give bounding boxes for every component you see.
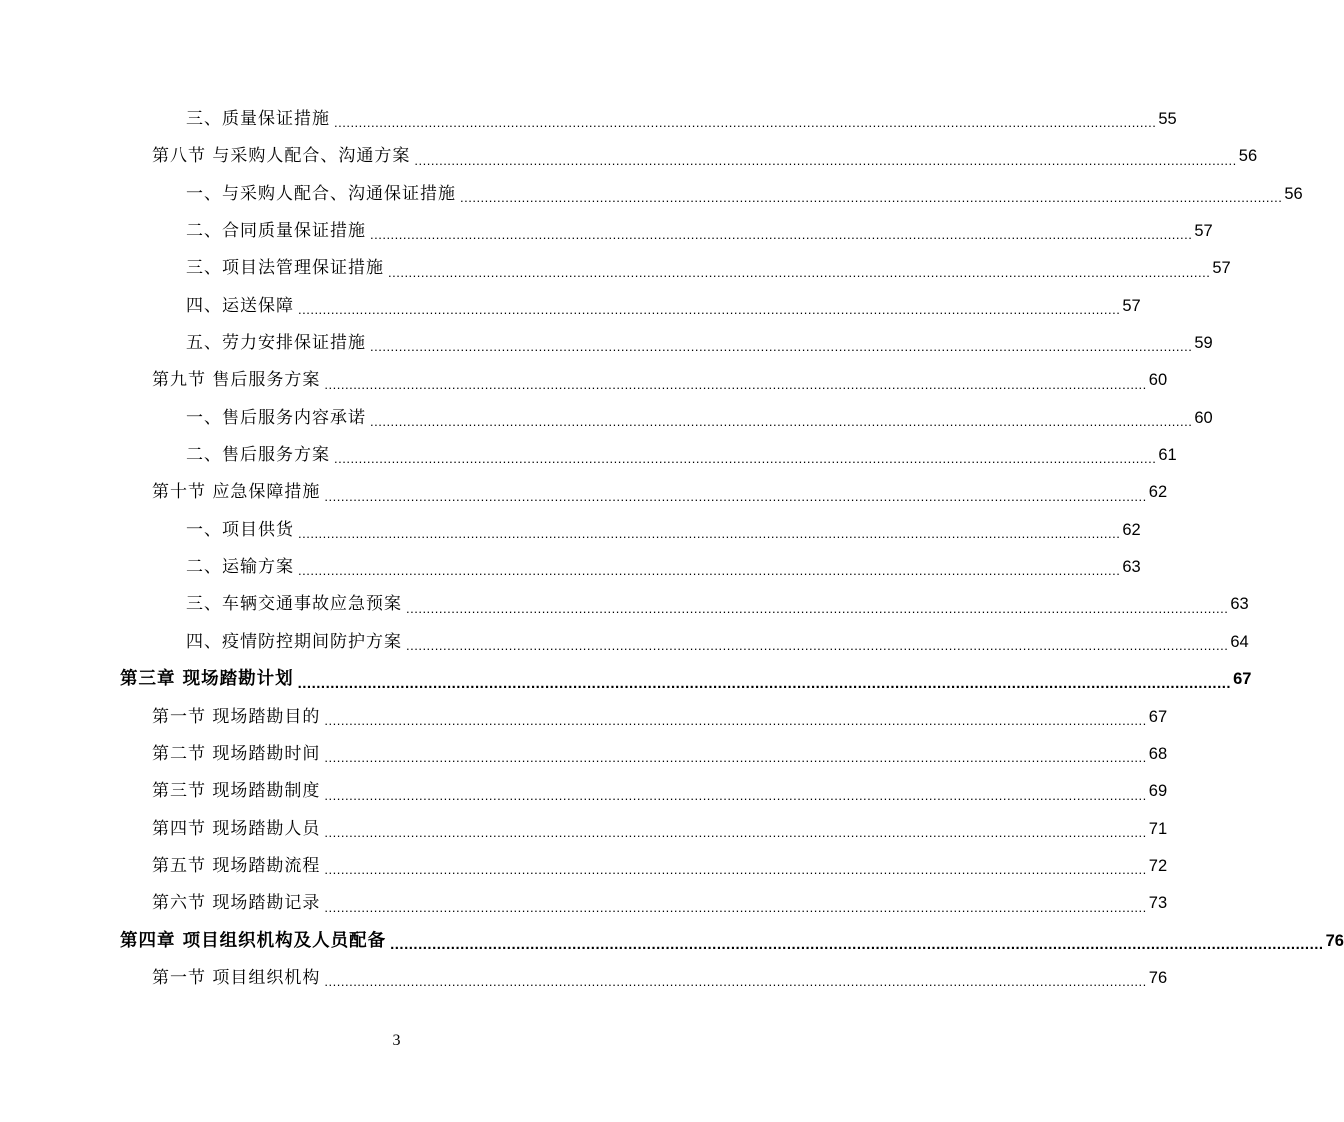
toc-leader-dots: ........................................................................................................................................................................................................ <box>324 974 1147 990</box>
toc-entry-page: 59 <box>1194 334 1213 353</box>
toc-entry[interactable] <box>120 512 1141 549</box>
toc-entry[interactable] <box>120 176 1303 213</box>
toc-entry-page: 60 <box>1148 371 1168 390</box>
toc-entry-label: 第三节 现场踏勘制度 <box>152 781 321 802</box>
toc-entry-label: 二、合同质量保证措施 <box>186 221 366 242</box>
toc-leader-dots: ........................................................................................................................................................................................................ <box>390 935 1324 953</box>
toc-entry[interactable] <box>120 923 1344 960</box>
toc-entry[interactable] <box>120 773 1168 810</box>
toc-entry-label: 第四节 现场踏勘人员 <box>152 818 321 839</box>
toc-entry[interactable] <box>120 549 1141 586</box>
toc-entry-label: 第四章 项目组织机构及人员配备 <box>120 930 387 951</box>
toc-entry-page: 55 <box>1158 110 1177 128</box>
toc-leader-dots: ........................................................................................................................................................................................................ <box>370 227 1193 243</box>
toc-leader-dots: ........................................................................................................................................................................................................ <box>324 750 1147 766</box>
toc-entry[interactable] <box>120 101 1177 138</box>
toc-leader-dots: ........................................................................................................................................................................................................ <box>297 674 1232 692</box>
toc-entry-page: 64 <box>1230 632 1249 651</box>
toc-entry[interactable] <box>120 624 1249 661</box>
toc-entry-label: 第一节 项目组织机构 <box>152 967 321 988</box>
toc-entry-label: 第三章 现场踏勘计划 <box>120 669 294 690</box>
toc-entry-page: 62 <box>1122 520 1141 539</box>
toc-leader-dots: ........................................................................................................................................................................................................ <box>370 414 1193 430</box>
toc-entry[interactable] <box>120 362 1168 399</box>
toc-entry-label: 一、与采购人配合、沟通保证措施 <box>186 183 456 204</box>
toc-entry-label: 二、运输方案 <box>186 557 294 578</box>
toc-entry[interactable] <box>120 586 1249 623</box>
toc-entry-label: 第八节 与采购人配合、沟通方案 <box>152 146 411 167</box>
toc-entry-page: 68 <box>1148 744 1168 763</box>
toc-entry[interactable] <box>120 661 1252 698</box>
toc-entry-label: 第五节 现场踏勘流程 <box>152 855 321 876</box>
toc-leader-dots: ........................................................................................................................................................................................................ <box>324 824 1147 840</box>
toc-entry-label: 三、车辆交通事故应急预案 <box>186 594 402 615</box>
toc-entry-page: 63 <box>1230 595 1249 614</box>
toc-leader-dots: ........................................................................................................................................................................................................ <box>414 152 1237 168</box>
page-number: 3 <box>392 1032 401 1049</box>
toc-leader-dots: ........................................................................................................................................................................................................ <box>298 526 1121 542</box>
toc-entry[interactable] <box>120 885 1168 922</box>
toc-entry-page: 57 <box>1194 222 1213 241</box>
toc-entry-page: 56 <box>1284 184 1303 203</box>
toc-entry-label: 第六节 现场踏勘记录 <box>152 893 321 914</box>
toc-entry[interactable] <box>120 699 1168 736</box>
toc-entry-label: 二、售后服务方案 <box>186 445 330 466</box>
toc-leader-dots: ........................................................................................................................................................................................................ <box>298 563 1121 579</box>
toc-entry-page: 69 <box>1148 782 1168 801</box>
toc-entry-page: 76 <box>1325 931 1344 950</box>
toc-entry-page: 76 <box>1148 968 1168 987</box>
toc-entry-label: 五、劳力安排保证措施 <box>186 333 366 354</box>
toc-entry[interactable] <box>120 960 1168 997</box>
table-of-contents <box>120 101 1344 997</box>
toc-entry[interactable] <box>120 138 1258 175</box>
toc-leader-dots: ........................................................................................................................................................................................................ <box>324 862 1147 878</box>
toc-entry[interactable] <box>120 213 1213 250</box>
toc-entry[interactable] <box>120 736 1168 773</box>
toc-entry-page: 62 <box>1148 483 1168 502</box>
toc-leader-dots: ........................................................................................................................................................................................................ <box>324 488 1147 504</box>
toc-entry-label: 三、项目法管理保证措施 <box>186 258 384 279</box>
toc-entry[interactable] <box>120 474 1168 511</box>
toc-entry[interactable] <box>120 437 1177 474</box>
toc-leader-dots: ........................................................................................................................................................................................................ <box>406 600 1229 616</box>
toc-leader-dots: ........................................................................................................................................................................................................ <box>334 115 1157 131</box>
toc-entry-page: 72 <box>1148 856 1168 875</box>
toc-entry-label: 一、售后服务内容承诺 <box>186 407 366 428</box>
toc-entry[interactable] <box>120 811 1168 848</box>
toc-entry-page: 73 <box>1148 894 1168 913</box>
toc-leader-dots: ........................................................................................................................................................................................................ <box>324 787 1147 803</box>
toc-entry-label: 第一节 现场踏勘目的 <box>152 706 321 727</box>
toc-entry-label: 三、质量保证措施 <box>186 109 330 129</box>
toc-leader-dots: ........................................................................................................................................................................................................ <box>370 339 1193 355</box>
toc-leader-dots: ........................................................................................................................................................................................................ <box>460 190 1283 206</box>
toc-entry-label: 第九节 售后服务方案 <box>152 370 321 391</box>
toc-leader-dots: ........................................................................................................................................................................................................ <box>324 376 1147 392</box>
toc-entry-page: 56 <box>1238 147 1258 166</box>
toc-entry-page: 57 <box>1212 259 1231 278</box>
toc-entry-page: 67 <box>1148 707 1168 726</box>
toc-leader-dots: ........................................................................................................................................................................................................ <box>324 899 1147 915</box>
toc-entry-page: 57 <box>1122 296 1141 315</box>
toc-leader-dots: ........................................................................................................................................................................................................ <box>298 302 1121 318</box>
toc-entry[interactable] <box>120 288 1141 325</box>
toc-entry[interactable] <box>120 250 1231 287</box>
toc-entry-label: 第十节 应急保障措施 <box>152 482 321 503</box>
toc-leader-dots: ........................................................................................................................................................................................................ <box>334 451 1157 467</box>
toc-entry-page: 63 <box>1122 558 1141 577</box>
toc-entry-page: 60 <box>1194 408 1213 427</box>
toc-entry-page: 67 <box>1233 670 1252 689</box>
toc-entry-label: 第二节 现场踏勘时间 <box>152 743 321 764</box>
toc-entry[interactable] <box>120 325 1213 362</box>
toc-leader-dots: ........................................................................................................................................................................................................ <box>324 712 1147 728</box>
toc-entry-page: 71 <box>1148 819 1168 838</box>
toc-entry-label: 四、运送保障 <box>186 295 294 316</box>
toc-entry-label: 四、疫情防控期间防护方案 <box>186 631 402 652</box>
toc-entry-label: 一、项目供货 <box>186 519 294 540</box>
toc-leader-dots: ........................................................................................................................................................................................................ <box>406 638 1229 654</box>
toc-entry[interactable] <box>120 400 1213 437</box>
toc-entry-page: 61 <box>1158 446 1177 465</box>
toc-leader-dots: ........................................................................................................................................................................................................ <box>388 264 1211 280</box>
toc-entry[interactable] <box>120 848 1168 885</box>
